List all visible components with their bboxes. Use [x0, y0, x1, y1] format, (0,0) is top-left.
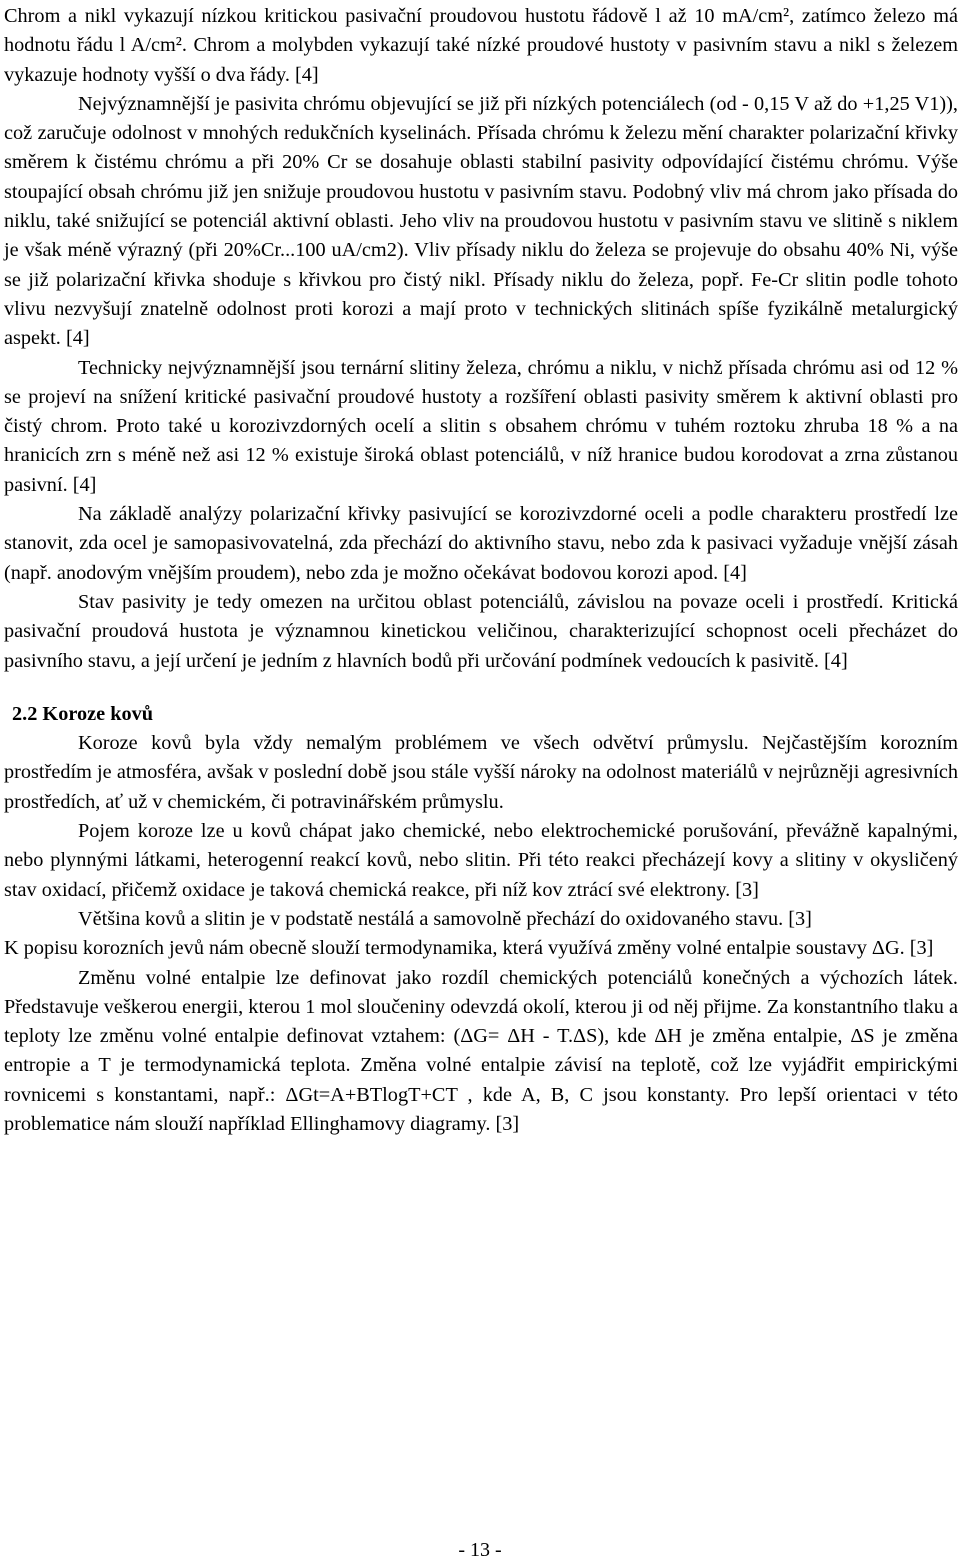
paragraph-corrosion-definition: Pojem koroze lze u kovů chápat jako chemické, nebo elektrochemické porušování, převážně kapalnými, nebo plynnými látkami, heterogenní reakcí kovů, nebo slitin. Při této reakci přecházejí kovy a slitiny v okysličený stav oxidací, přičemž oxidace je taková chemická reakce, při níž kov ztrácí své elektrony. [3] [4, 820, 958, 901]
section-heading: 2.2 Koroze kovů [12, 702, 154, 725]
paragraph-critical-current-density: Chrom a nikl vykazují nízkou kritickou pasivační proudovou hustotu řádově l až 10 mA/cm², zatímco železo má hodnotu řádu l A/cm². Chrom a molybden vykazují také nízké proudové hustoty v pasivním stavu a nikl s železem vykazuje hodnoty vyšší o dva řády. [4] [4, 5, 958, 86]
paragraph-metal-instability: Většina kovů a slitin je v podstatě nestálá a samovolně přechází do oxidovaného stavu. [3] [78, 907, 812, 930]
paragraph-corrosion-intro: Koroze kovů byla vždy nemalým problémem ve všech odvětví průmyslu. Nejčastějším korozním prostředím je atmosféra, avšak v poslední době jsou stále vyšší nároky na odolnost materiálů v nejrůzněji agresivních prostředích, ať už v chemickém, či potravinářském průmyslu. [4, 732, 958, 813]
paragraph-passivity-state: Stav pasivity je tedy omezen na určitou oblast potenciálů, závislou na povaze oceli i prostředí. Kritická pasivační proudová hustota je významnou kinetickou veličinou, charakterizující schopnost oceli přecházet do pasivního stavu, a její určení je jedním z hlavních bodů při určování podmínek vedoucích k pasivitě. [4] [4, 590, 958, 672]
paragraph-ternary-alloys: Technicky nejvýznamnější jsou ternární slitiny železa, chrómu a niklu, v nichž přísada chrómu asi od 12 % se projeví na snížení kritické pasivační proudové hustoty a rozšíření oblasti pasivity směrem k aktivní oblasti pro čistý chrom. Proto také u korozivzdorných ocelí a slitin s obsahem chrómu v tuhém roztoku zhruba 18 % a na hranicích zrn s méně než asi 12 % existuje široká oblast potenciálů, v níž hranice budou korodovat a zrna zůstanou pasivní. [4] [4, 356, 958, 496]
paragraph-chromium-passivity: Nejvýznamnější je pasivita chrómu objevující se již při nízkých potenciálech (od - 0,15 V až do +1,25 V1)), což zaručuje odolnost v mnohých redukčních kyselinách. Přísada chrómu k železu mění charakter polarizační křivky směrem k čistému chrómu a při 20% Cr se dosahuje oblasti stabilní pasivity odpovídající čistému chrómu. Výše stoupající obsah chrómu již jen snižuje proudovou hustotu v pasivním stavu. Podobný vliv má chrom jako přísada do niklu, také snižující se potenciál aktivní oblasti. Jeho vliv na proudovou hustotu v pasivním stavu ve slitině s niklem je však méně výrazný (při 20%Cr...100 uA/cm2). Vliv přísady niklu do železa se projevuje do obsahu 40% Ni, výše se již polarizační křivka shoduje s křivkou pro čistý nikl. Přísady niklu do železa, popř. Fe-Cr slitin podle tohoto vlivu nezvyšují znatelně odolnost proti korozi a mají proto v technických slitinách spíše fyzikálně metalurgický aspekt. [4] [4, 92, 958, 350]
document-page [4, 0, 958, 1139]
page-number: - 13 - [458, 1539, 502, 1561]
paragraph-thermodynamics: K popisu korozních jevů nám obecně slouží termodynamika, která využívá změny volné entalpie soustavy ΔG. [3] [4, 937, 934, 960]
paragraph-free-enthalpy: Změnu volné entalpie lze definovat jako rozdíl chemických potenciálů konečných a výchozích látek. Představuje veškerou energii, kterou 1 mol sloučeniny odevzdá okolí, kterou ji od něj přijme. Za konstantního tlaku a teploty lze změnu volné entalpie definovat vztahem: (ΔG= ΔH - T.ΔS), kde ΔH je změna entalpie, ΔS je změna entropie a T je termodynamická teplota. Změna volné entalpie závisí na teplotě, což lze vyjádřit empirickými rovnicemi s konstantami, např.: ΔGt=A+BTlogT+CT , kde A, B, C jsou konstanty. Pro lepší orientaci v této problematice nám slouží například Ellinghamovy diagramy. [3] [4, 966, 958, 1135]
paragraph-polarization-analysis: Na základě analýzy polarizační křivky pasivující se korozivzdorné oceli a podle charakteru prostředí lze stanovit, zda ocel je samopasivovatelná, zda přechází do aktivního stavu, nebo zda k pasivaci vyžaduje vnější zásah (např. anodovým vnějším proudem), nebo zda je možno očekávat bodovou korozi apod. [4] [4, 503, 958, 584]
